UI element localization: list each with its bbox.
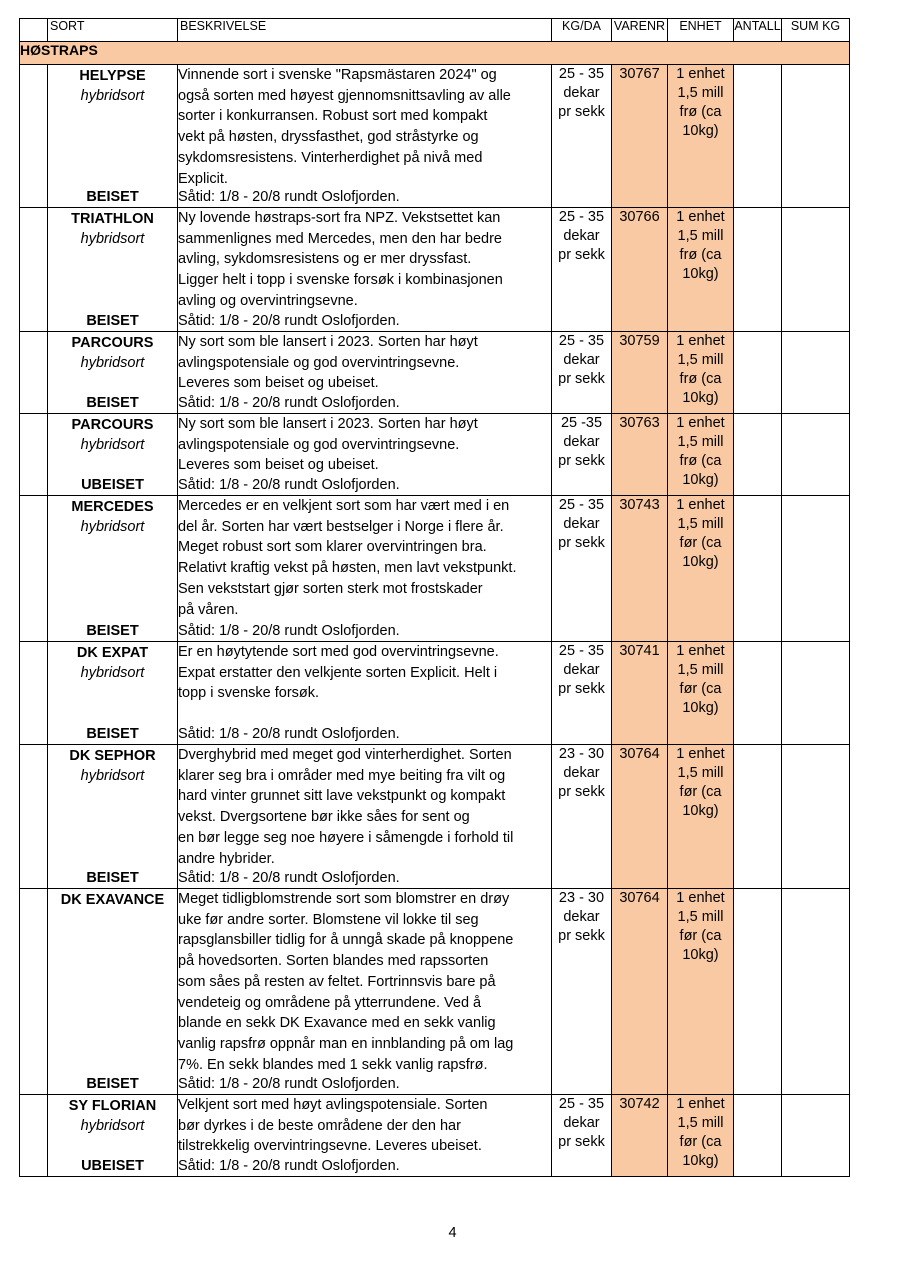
description-text: Ny lovende høstraps-sort fra NPZ. Vekstsettet kan sammenlignes med Mercedes, men den har bedre avling, sykdomsresistens og er mer dryssfast. Ligger helt i topp i svenske forsøk i kombinasjonen avling og overvintringsevne.: [178, 210, 503, 309]
enhet-value: 1 enhet 1,5 mill frø (ca 10kg): [676, 333, 725, 406]
header-kgda: KG/DA: [552, 19, 612, 42]
sowing-time: Såtid: 1/8 - 20/8 rundt Oslofjorden.: [178, 477, 400, 493]
sumkg-input-cell[interactable]: [782, 889, 850, 1095]
sowing-time: Såtid: 1/8 - 20/8 rundt Oslofjorden.: [178, 726, 400, 742]
variety-name: PARCOURS: [71, 335, 154, 351]
seed-treatment: BEISET: [86, 395, 139, 411]
antall-input-cell[interactable]: [734, 414, 782, 496]
enhet-value: 1 enhet 1,5 mill frø (ca 10kg): [676, 209, 725, 282]
sowing-time: Såtid: 1/8 - 20/8 rundt Oslofjorden.: [178, 189, 400, 205]
antall-input-cell[interactable]: [734, 332, 782, 414]
sowing-time: Såtid: 1/8 - 20/8 rundt Oslofjorden.: [178, 1158, 400, 1174]
enhet-cell: [668, 208, 734, 332]
description-cell: [178, 65, 552, 208]
varenr-cell: 30766: [612, 208, 668, 332]
sort-cell: [48, 65, 178, 208]
kgda-value: 25 -35 dekar pr sekk: [558, 415, 605, 469]
table-header-row: [20, 19, 850, 42]
varenr-cell: 30742: [612, 1095, 668, 1177]
variety-name: MERCEDES: [71, 499, 154, 515]
variety-name: DK EXPAT: [76, 645, 149, 661]
varenr-cell: 30763: [612, 414, 668, 496]
order-form-table: [19, 18, 850, 1177]
enhet-value: 1 enhet 1,5 mill frø (ca 10kg): [676, 66, 725, 139]
header-varenr: VARENR: [612, 19, 668, 42]
kgda-value: 25 - 35 dekar pr sekk: [558, 643, 605, 697]
sowing-time: Såtid: 1/8 - 20/8 rundt Oslofjorden.: [178, 313, 400, 329]
enhet-value: 1 enhet 1,5 mill frø (ca 10kg): [676, 415, 725, 488]
enhet-cell: [668, 642, 734, 745]
variety-name: DK SEPHOR: [69, 748, 156, 764]
sumkg-input-cell[interactable]: [782, 642, 850, 745]
sort-cell: [48, 332, 178, 414]
sumkg-input-cell[interactable]: [782, 332, 850, 414]
description-cell: [178, 332, 552, 414]
enhet-cell: [668, 496, 734, 642]
sort-cell: [48, 208, 178, 332]
product-row: [20, 414, 850, 496]
variety-type: hybridsort: [80, 231, 145, 247]
row-marker-cell: [20, 642, 48, 745]
description-text: Ny sort som ble lansert i 2023. Sorten har høyt avlingspotensiale og god overvintringsevne. Leveres som beiset og ubeiset.: [178, 416, 478, 474]
antall-input-cell[interactable]: [734, 889, 782, 1095]
kgda-value: 25 - 35 dekar pr sekk: [558, 1096, 605, 1150]
row-marker-cell: [20, 65, 48, 208]
product-row: [20, 642, 850, 745]
sowing-time: Såtid: 1/8 - 20/8 rundt Oslofjorden.: [178, 623, 400, 639]
seed-treatment: BEISET: [86, 870, 139, 886]
antall-input-cell[interactable]: [734, 65, 782, 208]
varenr-cell: 30759: [612, 332, 668, 414]
sort-cell: [48, 642, 178, 745]
sowing-time: Såtid: 1/8 - 20/8 rundt Oslofjorden.: [178, 870, 400, 886]
variety-name: PARCOURS: [71, 417, 154, 433]
variety-name: DK EXAVANCE: [60, 892, 165, 908]
page-number: 4: [448, 1225, 457, 1241]
kgda-value: 25 - 35 dekar pr sekk: [558, 497, 605, 551]
row-marker-cell: [20, 496, 48, 642]
sowing-time: Såtid: 1/8 - 20/8 rundt Oslofjorden.: [178, 395, 400, 411]
variety-type: hybridsort: [80, 437, 145, 453]
enhet-value: 1 enhet 1,5 mill før (ca 10kg): [676, 746, 725, 819]
description-text: Mercedes er en velkjent sort som har vært med i en del år. Sorten har vært bestselger i Norge i flere år. Meget robust sort som klarer overvintringen bra. Relativt kraftig vekst på høsten, men lavt vekstpunkt. Sen vekststart gjør sorten sterk mot frostskader på våren.: [178, 498, 517, 618]
product-row: [20, 332, 850, 414]
variety-name: TRIATHLON: [71, 211, 154, 227]
sumkg-input-cell[interactable]: [782, 414, 850, 496]
row-marker-cell: [20, 208, 48, 332]
variety-type: hybridsort: [80, 1118, 145, 1134]
product-row: [20, 745, 850, 889]
kgda-value: 25 - 35 dekar pr sekk: [558, 66, 605, 120]
header-enhet: ENHET: [668, 19, 734, 42]
product-row: [20, 208, 850, 332]
antall-input-cell[interactable]: [734, 1095, 782, 1177]
product-row: [20, 65, 850, 208]
enhet-cell: [668, 889, 734, 1095]
antall-input-cell[interactable]: [734, 642, 782, 745]
seed-treatment: BEISET: [86, 623, 139, 639]
variety-type: hybridsort: [80, 355, 145, 371]
kgda-cell: [552, 889, 612, 1095]
enhet-cell: [668, 414, 734, 496]
section-title: HØSTRAPS: [20, 42, 850, 65]
sowing-time: Såtid: 1/8 - 20/8 rundt Oslofjorden.: [178, 1076, 400, 1092]
row-marker-cell: [20, 745, 48, 889]
seed-treatment: BEISET: [86, 1076, 139, 1092]
sort-cell: [48, 745, 178, 889]
enhet-cell: [668, 332, 734, 414]
enhet-value: 1 enhet 1,5 mill før (ca 10kg): [676, 497, 725, 570]
description-cell: [178, 745, 552, 889]
kgda-cell: [552, 208, 612, 332]
seed-treatment: BEISET: [86, 313, 139, 329]
kgda-value: 23 - 30 dekar pr sekk: [558, 746, 605, 800]
product-row: [20, 1095, 850, 1177]
kgda-value: 23 - 30 dekar pr sekk: [558, 890, 605, 944]
varenr-cell: 30743: [612, 496, 668, 642]
enhet-value: 1 enhet 1,5 mill før (ca 10kg): [676, 890, 725, 963]
enhet-cell: [668, 1095, 734, 1177]
row-marker-cell: [20, 414, 48, 496]
sumkg-input-cell[interactable]: [782, 1095, 850, 1177]
description-text: Meget tidligblomstrende sort som blomstrer en drøy uke før andre sorter. Blomstene vil lokke til seg rapsglansbiller tidlig for å unngå skade på knoppene på hovedsorten. Sorten blandes med rapssorten som såes på resten av feltet. Fortrinnsvis bare på vendeteig og områdene på ytterrundene. Ved å blande en sekk DK Exavance med en sekk vanlig vanlig rapsfrø oppnår man en innblanding på om lag 7%. En sekk blandes med 1 sekk vanlig rapsfrø.: [178, 891, 514, 1073]
seed-treatment: BEISET: [86, 189, 139, 205]
seed-treatment: UBEISET: [81, 1158, 144, 1174]
product-row: [20, 496, 850, 642]
variety-type: hybridsort: [80, 88, 145, 104]
sumkg-input-cell[interactable]: [782, 65, 850, 208]
description-cell: [178, 1095, 552, 1177]
varenr-cell: 30764: [612, 889, 668, 1095]
row-marker-cell: [20, 1095, 48, 1177]
description-cell: [178, 496, 552, 642]
varenr-cell: 30741: [612, 642, 668, 745]
row-marker-cell: [20, 332, 48, 414]
description-text: Ny sort som ble lansert i 2023. Sorten har høyt avlingspotensiale og god overvintringsevne. Leveres som beiset og ubeiset.: [178, 334, 478, 392]
product-row: [20, 889, 850, 1095]
description-cell: [178, 208, 552, 332]
sort-cell: [48, 1095, 178, 1177]
header-blank: [20, 19, 48, 42]
header-antall: ANTALL: [734, 19, 782, 42]
description-text: Vinnende sort i svenske "Rapsmästaren 2024" og også sorten med høyest gjennomsnittsavling av alle sorter i konkurransen. Robust sort med kompakt vekt på høsten, dryssfasthet, god stråstyrke og sykdomsresistens. Vinterherdighet på nivå med Explicit.: [178, 67, 511, 187]
antall-input-cell[interactable]: [734, 745, 782, 889]
header-beskrivelse: BESKRIVELSE: [178, 19, 552, 42]
enhet-value: 1 enhet 1,5 mill før (ca 10kg): [676, 1096, 725, 1169]
kgda-cell: [552, 332, 612, 414]
description-text: Dverghybrid med meget god vinterherdighet. Sorten klarer seg bra i områder med mye beiting fra vilt og hard vinter grunnet sitt lave vekstpunkt og kompakt vekst. Dvergsortene bør ikke såes for sent og en bør legge seg noe høyere i såmengde i forhold til andre hybrider.: [178, 747, 514, 867]
seed-treatment: BEISET: [86, 726, 139, 742]
variety-name: SY FLORIAN: [68, 1098, 157, 1114]
description-text: Velkjent sort med høyt avlingspotensiale. Sorten bør dyrkes i de beste områdene der den har tilstrekkelig overvintringsevne. Leveres ubeiset.: [178, 1097, 488, 1155]
row-marker-cell: [20, 889, 48, 1095]
antall-input-cell[interactable]: [734, 496, 782, 642]
description-cell: [178, 642, 552, 745]
sort-cell: [48, 414, 178, 496]
varenr-cell: 30767: [612, 65, 668, 208]
sumkg-input-cell[interactable]: [782, 745, 850, 889]
description-text: Er en høytytende sort med god overvintringsevne. Expat erstatter den velkjente sorten Explicit. Helt i topp i svenske forsøk.: [178, 644, 499, 702]
kgda-cell: [552, 1095, 612, 1177]
kgda-cell: [552, 414, 612, 496]
sort-cell: [48, 496, 178, 642]
sumkg-input-cell[interactable]: [782, 496, 850, 642]
variety-type: hybridsort: [80, 519, 145, 535]
section-row: [20, 42, 850, 65]
kgda-cell: [552, 745, 612, 889]
variety-type: hybridsort: [80, 768, 145, 784]
seed-treatment: UBEISET: [81, 477, 144, 493]
kgda-cell: [552, 642, 612, 745]
variety-type: hybridsort: [80, 665, 145, 681]
description-cell: [178, 889, 552, 1095]
kgda-value: 25 - 35 dekar pr sekk: [558, 209, 605, 263]
description-cell: [178, 414, 552, 496]
antall-input-cell[interactable]: [734, 208, 782, 332]
sort-cell: [48, 889, 178, 1095]
header-sort: SORT: [48, 19, 178, 42]
kgda-value: 25 - 35 dekar pr sekk: [558, 333, 605, 387]
variety-name: HELYPSE: [79, 68, 146, 84]
kgda-cell: [552, 65, 612, 208]
sumkg-input-cell[interactable]: [782, 208, 850, 332]
enhet-cell: [668, 745, 734, 889]
enhet-value: 1 enhet 1,5 mill før (ca 10kg): [676, 643, 725, 716]
kgda-cell: [552, 496, 612, 642]
enhet-cell: [668, 65, 734, 208]
header-sumkg: SUM KG: [782, 19, 850, 42]
varenr-cell: 30764: [612, 745, 668, 889]
